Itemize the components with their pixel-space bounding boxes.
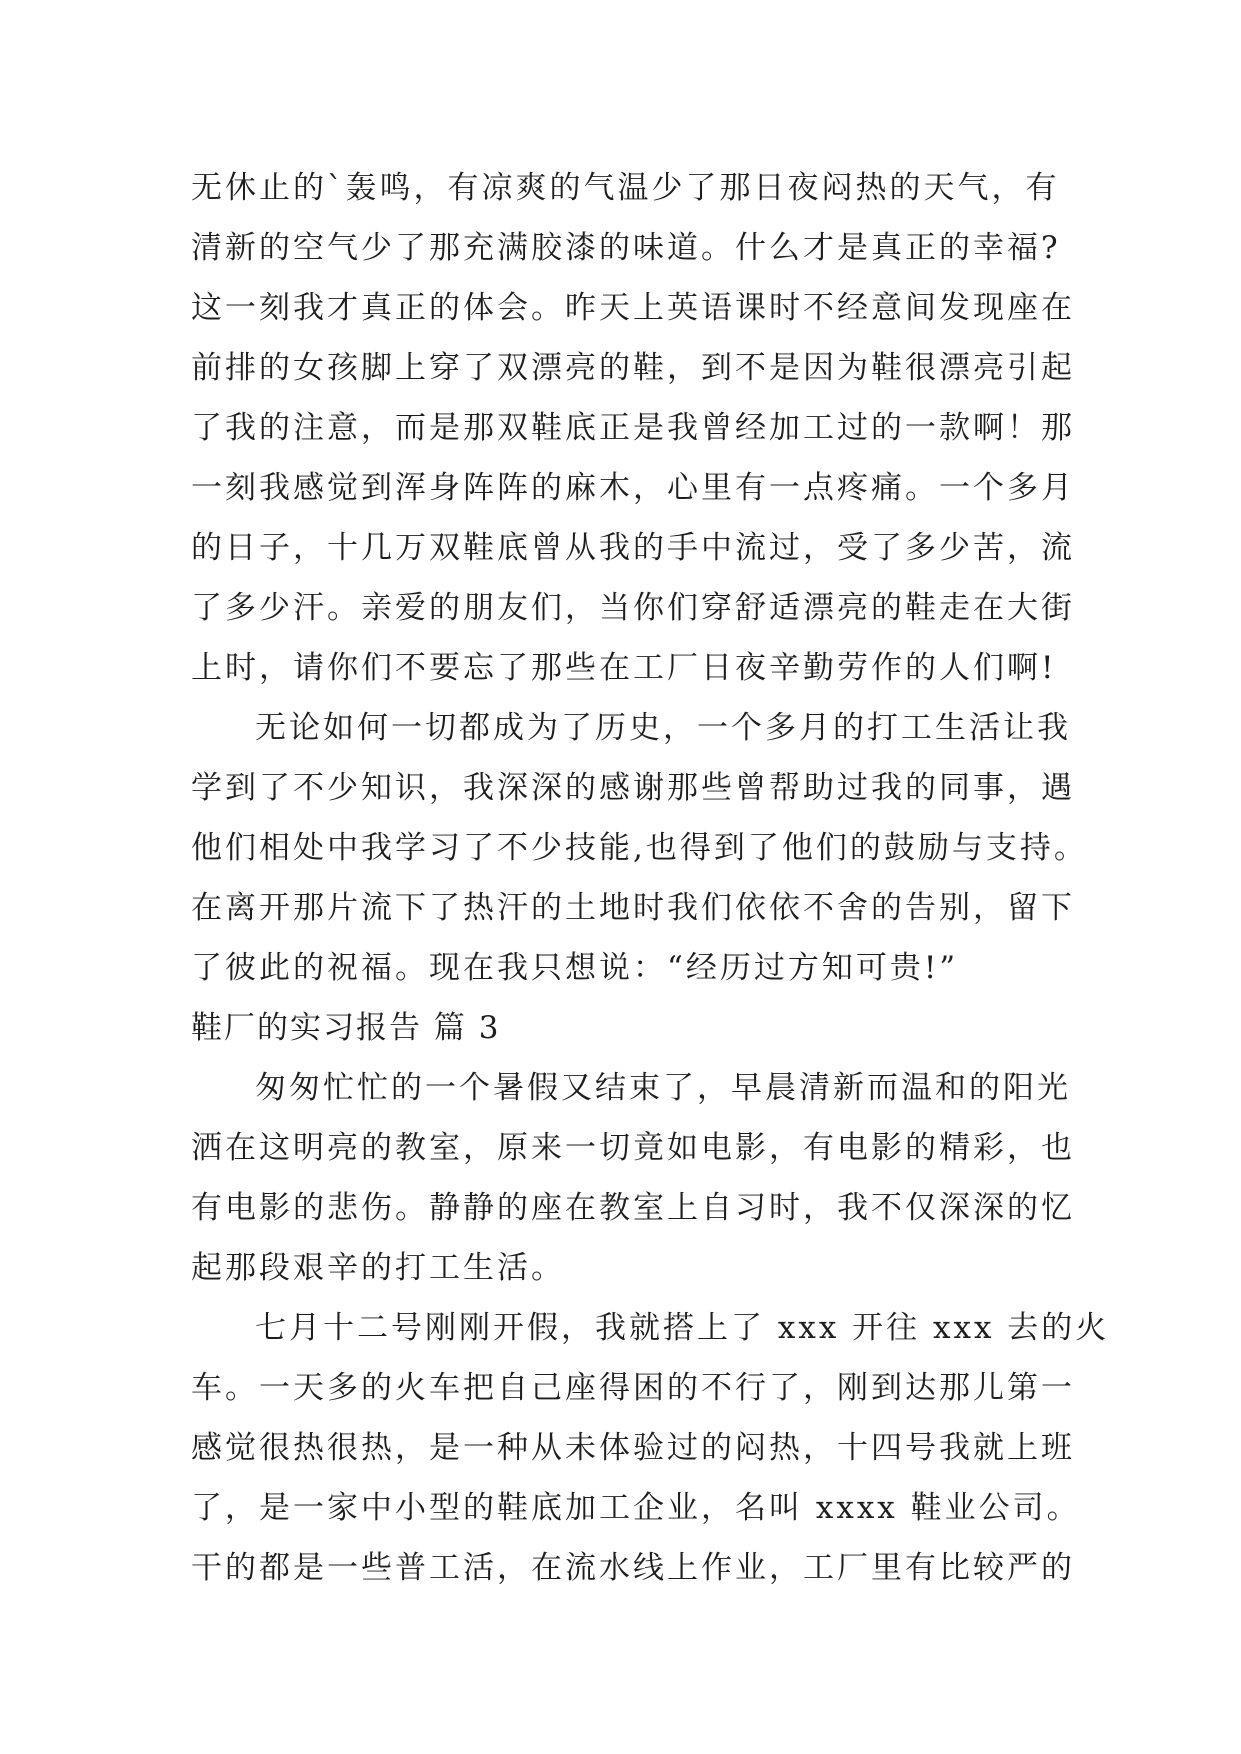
- text-line: 了彼此的祝福。现在我只想说：“经历过方知可贵!”: [191, 950, 959, 986]
- section-heading: 鞋厂的实习报告 篇 3: [191, 1010, 501, 1046]
- text-line: 无休止的`轰鸣，有凉爽的气温少了那日夜闷热的天气，有: [191, 170, 1060, 206]
- text-line: 洒在这明亮的教室，原来一切竟如电影，有电影的精彩，也: [191, 1130, 1075, 1166]
- text-line: 他们相处中我学习了不少技能,也得到了他们的鼓励与支持。: [191, 830, 1088, 866]
- text-line: 干的都是一些普工活，在流水线上作业，工厂里有比较严的: [191, 1550, 1075, 1586]
- text-line: 上时，请你们不要忘了那些在工厂日夜辛勤劳作的人们啊!: [191, 650, 1057, 686]
- text-line: 这一刻我才真正的体会。昨天上英语课时不经意间发现座在: [191, 290, 1075, 326]
- text-line: 一刻我感觉到浑身阵阵的麻木，心里有一点疼痛。一个多月: [191, 470, 1075, 506]
- text-line: 车。一天多的火车把自己座得困的不行了，刚到达那儿第一: [191, 1370, 1075, 1406]
- text-line: 前排的女孩脚上穿了双漂亮的鞋，到不是因为鞋很漂亮引起: [191, 350, 1075, 386]
- text-line: 了多少汗。亲爱的朋友们，当你们穿舒适漂亮的鞋走在大街: [191, 590, 1075, 626]
- text-line: 了，是一家中小型的鞋底加工企业，名叫 xxxx 鞋业公司。: [191, 1490, 1081, 1526]
- text-line: 起那段艰辛的打工生活。: [191, 1250, 565, 1286]
- text-line: 有电影的悲伤。静静的座在教室上自习时，我不仅深深的忆: [191, 1190, 1075, 1226]
- text-line: 了我的注意，而是那双鞋底正是我曾经加工过的一款啊！那: [191, 410, 1075, 446]
- text-line: 学到了不少知识，我深深的感谢那些曾帮助过我的同事，遇: [191, 770, 1075, 806]
- text-line: 感觉很热很热，是一种从未体验过的闷热，十四号我就上班: [191, 1430, 1075, 1466]
- text-line: 清新的空气少了那充满胶漆的味道。什么才是真正的幸福?: [191, 230, 1061, 266]
- paragraph-first-line: 匆匆忙忙的一个暑假又结束了，早晨清新而温和的阳光: [255, 1070, 1071, 1106]
- paragraph-first-line: 无论如何一切都成为了历史，一个多月的打工生活让我: [255, 710, 1071, 746]
- paragraph-first-line: 七月十二号刚刚开假，我就搭上了 xxx 开往 xxx 去的火: [255, 1310, 1110, 1346]
- text-line: 在离开那片流下了热汗的土地时我们依依不舍的告别，留下: [191, 890, 1075, 926]
- text-line: 的日子，十几万双鞋底曾从我的手中流过，受了多少苦，流: [191, 530, 1075, 566]
